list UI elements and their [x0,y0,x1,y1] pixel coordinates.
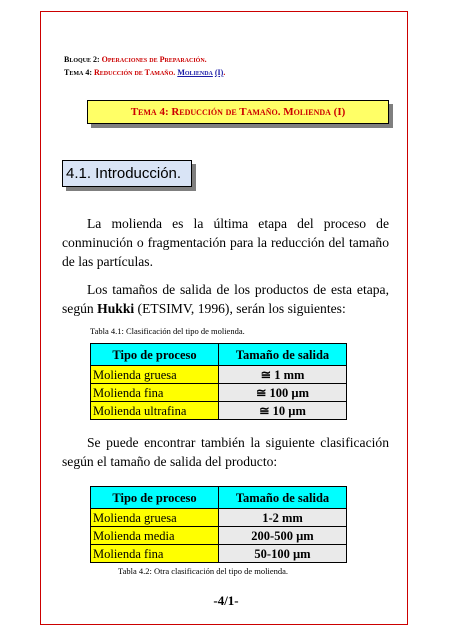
header-part-link[interactable]: (I) [214,68,224,77]
header-block-label: Bloque 2: [64,55,100,64]
table-2 [90,486,347,563]
table-1-process-cell: Molienda fina [91,384,219,402]
table-2-caption: Tabla 4.2: Otra clasificación del tipo de molienda. [118,566,289,576]
header-period: . [223,68,226,77]
table-1-caption: Tabla 4.1: Clasificación del tipo de molienda. [90,326,245,336]
header-line-2 [64,68,225,78]
table-1-header-row [91,344,347,366]
paragraph-1-text: La molienda es la última etapa del proceso de conminución o fragmentación para la reducción del tamaño de las partículas. [62,216,389,269]
table-2-size-cell: 200-500 µm [219,527,347,545]
table-row [91,366,347,384]
table-2-header-process: Tipo de proceso [91,487,219,509]
table-row [91,402,347,420]
table-row [91,384,347,402]
header-tema-title: Reducción de Tamaño. [94,68,176,77]
paragraph-2-before: Los tamaños de salida de los productos de esta etapa, según [62,282,389,316]
table-1-size-cell: ≅ 100 µm [219,384,347,402]
table-2-header-row [91,487,347,509]
table-2-size-cell: 1-2 mm [219,509,347,527]
table-1-header-size: Tamaño de salida [219,344,347,366]
table-1 [90,343,347,420]
table-1-process-cell: Molienda gruesa [91,366,219,384]
table-2-header-size: Tamaño de salida [219,487,347,509]
table-row [91,509,347,527]
tema-title-box [87,100,389,124]
table-1-header-process: Tipo de proceso [91,344,219,366]
header-molienda-link[interactable]: Molienda [177,68,213,77]
section-title-box [62,160,192,187]
page-number: -4/1- [213,593,239,608]
paragraph-3 [62,433,389,471]
header-block-title: Operaciones de Preparación. [101,55,207,64]
tema-title: Tema 4: Reducción de Tamaño. Molienda (I) [87,100,389,124]
table-2-size-cell: 50-100 µm [219,545,347,563]
paragraph-2-after: (ETSIMV, 1996), serán los siguientes: [134,301,346,316]
paragraph-2 [62,280,389,318]
paragraph-2-author: Hukki [97,301,135,316]
table-row [91,545,347,563]
header-tema-label: Tema 4: [64,68,92,77]
table-2-process-cell: Molienda media [91,527,219,545]
paragraph-1 [62,214,389,271]
table-row [91,527,347,545]
table-2-process-cell: Molienda fina [91,545,219,563]
paragraph-3-text: Se puede encontrar también la siguiente clasificación según el tamaño de salida del producto: [62,435,389,469]
table-2-process-cell: Molienda gruesa [91,509,219,527]
table-1-size-cell: ≅ 1 mm [219,366,347,384]
table-1-size-cell: ≅ 10 µm [219,402,347,420]
table-1-process-cell: Molienda ultrafina [91,402,219,420]
header-line-1 [64,55,207,65]
section-title: 4.1. Introducción. [62,160,192,187]
paragraph-2-text [62,280,389,318]
